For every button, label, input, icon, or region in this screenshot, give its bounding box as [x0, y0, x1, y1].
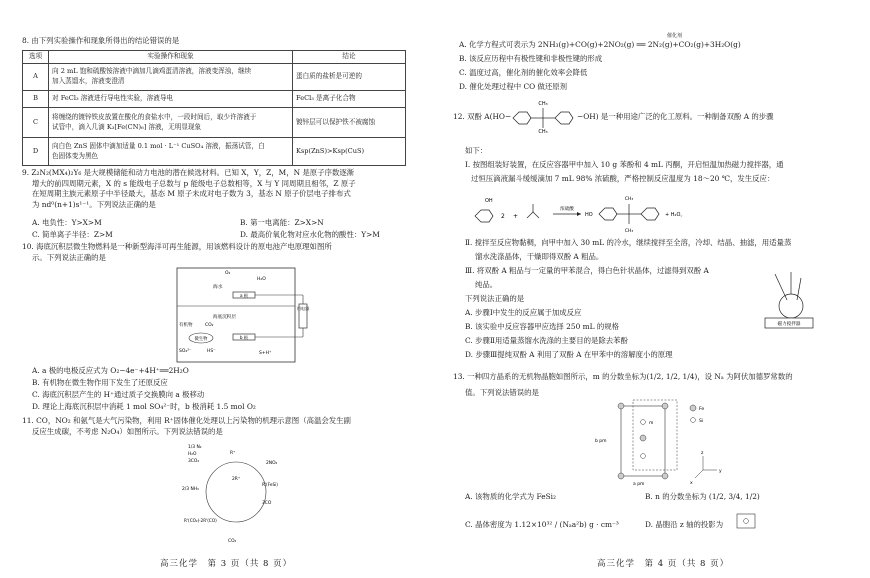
table-header: 结论 — [293, 51, 406, 64]
label-h2o: H₂O — [257, 277, 266, 282]
plus-sign: 2 — [501, 213, 505, 220]
label-no2: 2NO₂ — [266, 461, 278, 466]
cycle-ring — [206, 462, 266, 522]
q11-line: 反应生成碳，不考虑 N₂O₄）如图所示。下列说法错误的是 — [32, 426, 223, 436]
legend-si-dot — [691, 418, 696, 423]
q13-option-a: A. 该物质的化学式为 FeSi₂ — [465, 492, 556, 501]
q10-option-a: A. a 极的电极反应式为 O₂−4e⁻+4H⁺══2H₂O — [32, 366, 189, 375]
q9 — [22, 168, 356, 211]
apparatus-figure — [761, 266, 817, 336]
q12-option-b: B. 该实验中反应容器甲应选择 250 mL 的规格 — [465, 322, 620, 331]
funnel — [775, 274, 787, 300]
projection-atom — [744, 519, 749, 524]
label-z: z — [701, 451, 704, 456]
table-cell: FeCl₃ 是离子化合物 — [293, 91, 406, 108]
q10 — [22, 242, 332, 263]
label-h2oa: H₂O — [188, 452, 197, 457]
legend-fe-dot — [690, 405, 696, 411]
plus-sign: + — [513, 213, 519, 220]
table-header-row — [23, 51, 406, 64]
cell-line: 将缠绕的镀锌铁皮放置在酸化的食盐水中，一段时间后，取少许溶液于 — [52, 112, 257, 121]
q11-option-d: D. 催化处理过程中 CO 做还原剂 — [459, 82, 568, 91]
q9-line: 在短周期主族元素原子中半径最大，基态 M 原子未成对电子数为 3，基态 N 原子价层电子排布式 — [32, 189, 351, 199]
q13-line: 13. 一种四方晶系的无机物晶胞如图所示，m 的分数坐标为(1/2, 1/2, 1/4)，设 Nₐ 为阿伏加德罗常数的 — [453, 372, 793, 381]
si-atom — [641, 420, 646, 425]
crystal-cell-figure — [593, 398, 743, 488]
reagent-label: 浓硫酸 — [560, 207, 574, 212]
axis-x — [695, 470, 703, 478]
q8-stem: 8. 由下列实验操作和现象所得出的结论错误的是 — [22, 36, 180, 45]
cell-line: 加入蒸馏水，溶液变澄清 — [52, 77, 125, 85]
fe-atom-center — [640, 435, 646, 441]
product-oh-h2o: + H₂O。 — [665, 212, 686, 218]
phenol-oh: OH — [485, 198, 493, 204]
q12-option-c: C. 步骤Ⅱ用适量蒸馏水洗涤的主要目的是除去苯酚 — [465, 336, 628, 345]
label-m: m — [649, 421, 654, 426]
q13-option-b: B. n 的分数坐标为 (1/2, 3/4, 1/2) — [645, 492, 760, 501]
cell-line: 向白色 ZnS 固体中滴加适量 0.1 mol · L⁻¹ CuSO₄ 溶液，振荡试管，白 — [52, 141, 265, 150]
q9-line: 9. Z₂N₂(MX₄)₂Y₆ 是大规模储能和动力电池的潜在候选材料。已知 X，Y，Z，M，N 是原子序数逐渐 — [22, 168, 355, 177]
table-row — [23, 64, 406, 91]
table-cell: 镀锌层可以保护铁不被腐蚀 — [293, 108, 406, 138]
q12-step2-line: 馏水洗涤晶体，干燥即得双酚 A 粗品。 — [475, 252, 604, 261]
label-co2: CO₂ — [205, 323, 214, 328]
right-footer: 高三化学 第 4 页（共 8 页） — [597, 558, 730, 569]
phenol-ring — [475, 210, 493, 222]
label-rp: R⁺ — [230, 451, 236, 456]
right-page — [435, 0, 870, 578]
q11-option-c: C. 温度过高，催化剂的催化效率会降低 — [459, 68, 588, 77]
q12-step3-line: 纯品。 — [475, 280, 498, 289]
q11 — [22, 416, 351, 437]
q12-stem-a: 12. 双酚 A(HO− — [453, 112, 512, 121]
fe-atom — [662, 473, 668, 479]
label-y: y — [719, 469, 722, 474]
label-organic: 有机物 — [179, 323, 193, 328]
q13-line: 值。下列说法错误的是 — [465, 388, 539, 397]
label-r2p: 2R⁺ — [232, 477, 241, 482]
table-cell — [49, 108, 293, 138]
acetone-structure — [527, 212, 539, 218]
label-seawater: 海水 — [213, 285, 223, 290]
benzene-ring — [555, 112, 573, 124]
q11-line: 11. CO，NO₂ 和氨气是大气污染物，利用 R⁺固体催化处理以上污染物的机理示意图（高温会发生副 — [22, 416, 351, 425]
q12-option-a: A. 步骤Ⅰ中发生的反应属于加成反应 — [465, 308, 582, 317]
q9-option-a: A. 电负性：Y>X>M — [32, 218, 102, 227]
table-cell: A — [23, 64, 49, 91]
si-atom — [641, 454, 646, 459]
table-header: 选项 — [23, 51, 49, 64]
cell-box — [177, 268, 295, 362]
label-b: b 极 — [239, 335, 249, 340]
table-header: 实验操作和现象 — [49, 51, 293, 64]
label-co2a: 3CO₂ — [188, 459, 200, 464]
product-ch3-bottom: CH₃ — [624, 229, 634, 234]
cell-line: 色固体变为黑色 — [52, 151, 99, 160]
fe-atom — [618, 473, 624, 479]
label-co: 3CO — [262, 501, 272, 506]
q10-option-b: B. 有机物在微生物作用下发生了还原反应 — [32, 378, 168, 387]
q12-intro: 如下： — [465, 146, 488, 155]
q12-step1-line: Ⅰ. 按图组装好装置，在反应容器甲中加入 10 g 苯酚和 4 mL 丙酮，开启恒温加热磁力搅拌器，通 — [465, 160, 784, 169]
cell-line: 试管中，滴入几滴 K₃[Fe(CN)₆] 溶液，无明显现象 — [52, 122, 202, 131]
catalyst-label: 催化剂 — [667, 33, 683, 39]
table-row — [23, 138, 406, 166]
label-n2a: 1/3 N₂ — [188, 445, 202, 450]
table-cell: 蛋白质的盐析是可逆的 — [293, 64, 406, 91]
legend-si: Si — [699, 419, 704, 424]
q10-line: 10. 海底沉积层微生物燃料是一种新型海洋可再生能源，用该燃料设计的原电池产电原理如图所 — [22, 242, 332, 251]
q12-step2-line: Ⅱ. 搅拌至反应物黏稠，向甲中加入 30 mL 的冷水，继续搅拌至全溶，冷却、结晶、抽滤，用适量蒸 — [465, 238, 792, 247]
flask — [779, 294, 803, 318]
fe-atom — [662, 403, 668, 409]
ch3-top: CH₃ — [538, 101, 548, 107]
label-o2: O₂ — [225, 271, 231, 276]
arrow-head — [577, 212, 581, 216]
mechanism-figure — [180, 440, 290, 548]
fuel-cell-figure — [175, 266, 315, 366]
q9-option-b: B. 第一电离能：Z>X>N — [240, 218, 324, 227]
cell-line: 向 2 mL 饱和硫酸铵溶液中滴加几滴鸡蛋清溶液，溶液变浑浊，继续 — [52, 67, 252, 76]
label-bpm: b pm — [595, 439, 607, 444]
stirrer-label: 磁力搅拌器 — [777, 322, 801, 327]
table-cell — [49, 64, 293, 91]
q12-step1-line: 过恒压滴液漏斗缓缓滴加 7 mL 98% 浓硫酸，严格控制反应温度为 18～20 ℃，发生反应： — [471, 174, 775, 183]
q13-option-c: C. 晶体密度为 1.12×10³² / (Nₐa²b) g · cm⁻³ — [465, 520, 619, 529]
label-a: a 极 — [239, 293, 249, 298]
ch3-bottom: CH₃ — [538, 129, 548, 134]
label-nh3: 2/3 NH₃ — [182, 487, 199, 492]
q10-option-d: D. 理论上海底沉积层中消耗 1 mol SO₄²⁻时，b 极消耗 1.5 mol O₂ — [32, 402, 256, 411]
fe-atom — [618, 403, 624, 409]
left-footer: 高三化学 第 3 页（共 8 页） — [160, 558, 293, 569]
q9-option-d: D. 最高价氧化物对应水化物的酸性：Y>M — [240, 230, 380, 239]
table-cell: Ksp(ZnS)>Ksp(CuS) — [293, 138, 406, 166]
product-ch3-top: CH₃ — [624, 197, 634, 202]
label-so4: SO₄²⁻ — [179, 349, 192, 354]
q12-step3-line: Ⅲ. 将双酚 A 粗品与一定量的甲苯混合，得白色针状晶体，过滤得到双酚 A — [465, 266, 709, 275]
label-rco: R'(FeSi) — [262, 482, 278, 487]
q9-line: 增大的前四周期元素，X 的 s 能级电子总数与 p 能级电子总数相等，X 与 Y 同周期且相邻，Z 原子 — [32, 178, 356, 188]
q9-line: 为 nd⁰(n+1)s¹⁻¹。下列说法正确的是 — [32, 200, 156, 210]
table-cell — [49, 138, 293, 166]
label-apm: a pm — [633, 482, 645, 487]
table-cell: 对 FeCl₃ 溶液进行导电性实验，溶液导电 — [49, 91, 293, 108]
table-row — [23, 108, 406, 138]
label-co2b: CO₂ — [228, 539, 237, 544]
table-row — [23, 91, 406, 108]
label-mix: R'(CO₂)·2R'(CO) — [184, 518, 217, 523]
q12-ask: 下列说法正确的是 — [465, 294, 525, 303]
benzene-ring — [513, 112, 531, 124]
label-s: S+H⁺ — [259, 351, 272, 356]
q10-option-c: C. 海底沉积层产生的 H⁺通过质子交换膜向 a 极移动 — [32, 390, 205, 399]
label-microbe: 微生物 — [194, 337, 208, 342]
q12-stem-b: −OH) 是一种用途广泛的化工原料。一种制备双酚 A 的步骤 — [577, 112, 774, 121]
table-cell: D — [23, 138, 49, 166]
table-cell: C — [23, 108, 49, 138]
label-hs: HS⁻ — [207, 349, 216, 354]
product-ring — [599, 208, 617, 220]
table-cell: B — [23, 91, 49, 108]
projection-figure — [735, 512, 761, 532]
label-layer: 海底沉积层 — [213, 315, 236, 320]
label-x: x — [690, 481, 693, 486]
q11-option-a: A. 化学方程式可表示为 2NH₃(g)+CO(g)+2NO₂(g) ══ 2N₂(g)+CO₂(g)+3H₂O(g) — [459, 40, 741, 49]
product-ring — [641, 208, 659, 220]
legend-fe: Fe — [699, 407, 705, 412]
q13-option-d: D. 晶胞沿 z 轴的投影为 — [645, 520, 724, 529]
cell-back — [633, 400, 677, 470]
q12-option-d: D. 步骤Ⅲ提纯双酚 A 利用了双酚 A 在甲苯中的溶解度小的原理 — [465, 350, 673, 359]
q11-option-b: B. 该反应历程中有极性键和非极性键的形成 — [459, 54, 603, 63]
reaction-scheme — [469, 188, 709, 234]
product-ho: HO — [585, 212, 593, 218]
q10-line: 示。下列说法正确的是 — [32, 252, 106, 262]
q9-option-c: C. 简单离子半径：Z>M — [32, 230, 113, 239]
q8-table — [22, 50, 406, 166]
label-device-1: 用电器 — [296, 306, 310, 311]
